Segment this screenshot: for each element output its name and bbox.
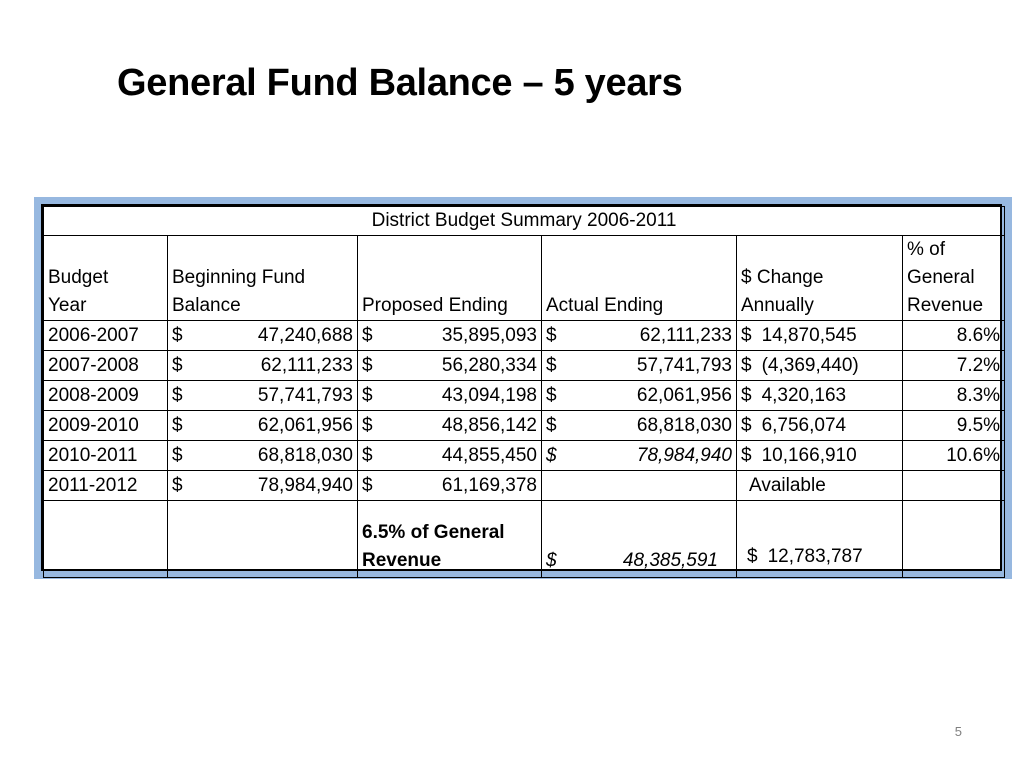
cell-actual: $ 57,741,793 [542,351,737,381]
cell-proposed: $ 48,856,142 [358,411,542,441]
cell-pct: 8.3% [903,381,1005,411]
cell-beginning: $ 47,240,688 [168,321,358,351]
cell-pct: 9.5% [903,411,1005,441]
page-number: 5 [954,724,962,739]
cell-year: 2006-2007 [44,321,168,351]
cell-empty [168,501,358,578]
cell-proposed: $ 56,280,334 [358,351,542,381]
cell-general-revenue-actual: $ 48,385,591 [542,501,737,578]
cell-actual: $ 68,818,030 [542,411,737,441]
cell-year: 2007-2008 [44,351,168,381]
cell-beginning: $ 62,061,956 [168,411,358,441]
cell-available: Available [737,471,903,501]
cell-proposed: $ 43,094,198 [358,381,542,411]
cell-change: $ 6,756,074 [737,411,903,441]
cell-beginning: $ 57,741,793 [168,381,358,411]
cell-pct-empty [903,471,1005,501]
table-row-footer [44,501,1005,578]
header-proposed-ending: Proposed Ending [358,236,542,321]
header-actual-ending: Actual Ending [542,236,737,321]
header-budget-year: Budget Year [44,236,168,321]
table-header-row [44,236,1005,321]
cell-year: 2010-2011 [44,441,168,471]
cell-empty [44,501,168,578]
cell-change: $ 4,320,163 [737,381,903,411]
cell-pct: 7.2% [903,351,1005,381]
table-row-2011-2012 [44,471,1005,501]
cell-general-revenue-label: 6.5% of General Revenue [358,501,542,578]
table-row [44,411,1005,441]
table-row [44,321,1005,351]
header-beginning-balance: Beginning Fund Balance [168,236,358,321]
cell-general-revenue-change: $ 12,783,787 [737,501,903,578]
cell-beginning: $ 68,818,030 [168,441,358,471]
budget-summary-table [41,204,1002,571]
table-row [44,381,1005,411]
cell-change: $ 10,166,910 [737,441,903,471]
header-pct-general-revenue: % of General Revenue [903,236,1005,321]
table-caption: District Budget Summary 2006-2011 [44,207,1005,236]
cell-actual: $ 62,111,233 [542,321,737,351]
cell-change: $ (4,369,440) [737,351,903,381]
cell-actual: $ 78,984,940 [542,441,737,471]
table-row [44,441,1005,471]
table-row [44,351,1005,381]
cell-proposed: $ 35,895,093 [358,321,542,351]
cell-empty [903,501,1005,578]
cell-actual: $ 62,061,956 [542,381,737,411]
cell-year: 2009-2010 [44,411,168,441]
cell-change: $ 14,870,545 [737,321,903,351]
cell-proposed: $ 61,169,378 [358,471,542,501]
slide-title: General Fund Balance – 5 years [117,62,683,104]
cell-pct: 8.6% [903,321,1005,351]
cell-proposed: $ 44,855,450 [358,441,542,471]
cell-beginning: $ 62,111,233 [168,351,358,381]
cell-year: 2008-2009 [44,381,168,411]
cell-beginning: $ 78,984,940 [168,471,358,501]
cell-pct: 10.6% [903,441,1005,471]
cell-year: 2011-2012 [44,471,168,501]
header-change-annually: $ Change Annually [737,236,903,321]
cell-actual-empty [542,471,737,501]
